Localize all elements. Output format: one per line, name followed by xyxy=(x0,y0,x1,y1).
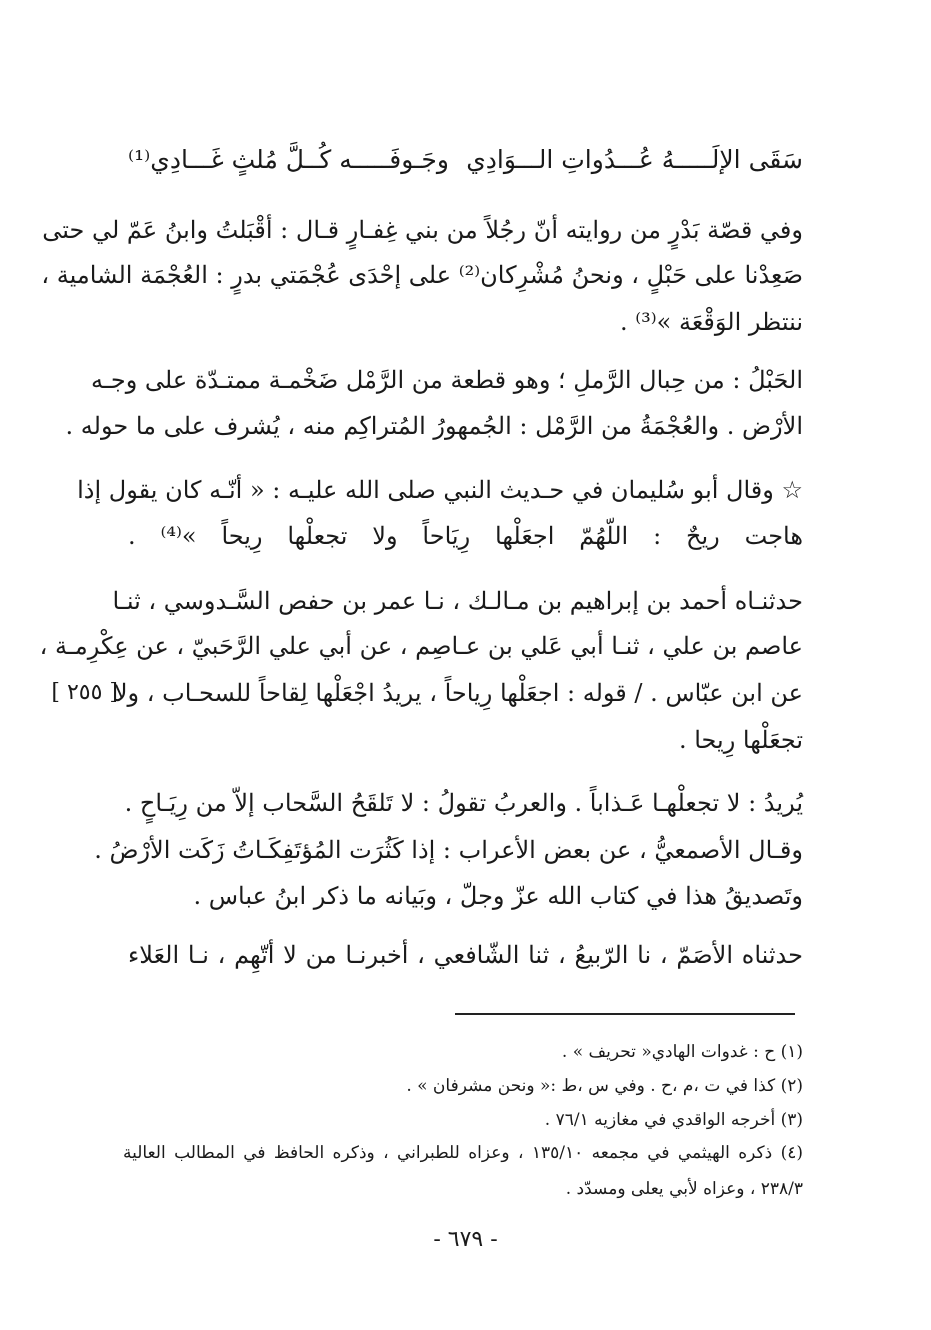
footnote-divider xyxy=(455,1013,795,1015)
text-line: عاصم بن علي ، ثنـا أبي عَلي بن عـاصِم ، عن أبي علي الرَّحَبيّ ، عن عِكْرِمـة ، xyxy=(39,632,803,660)
text-line: حدثناه الأصَمّ ، نا الرّبيعُ ، ثنا الشّافعي ، أخبرنـا من لا أتّهِم ، نـا العَلاء xyxy=(128,941,803,969)
footnote-4-continued: ٢٣٨/٣ ، وعزاه لأبي يعلى ومسدّد . xyxy=(565,1179,803,1199)
text-line: عن ابن عبّاس . / قوله : اجعَلْها رِياحاً ، يريدُ اجْعَلْها لِقاحاً للسحـاب ، ولا xyxy=(113,679,803,707)
text-line: وتَصديقُ هذا في كتاب الله عزّ وجلّ ، وبَيانه ما ذكر ابنُ عباس . xyxy=(193,882,803,910)
text-line: ☆ وقال أبو سُليمان في حـديث النبي صلى الله عليـه : « أنّـه كان يقول إذا xyxy=(77,476,803,504)
page-number: - ٦٧٩ - xyxy=(433,1227,498,1252)
text-line: حدثنـاه أحمد بن إبراهيم بن مـالـك ، نـا عمر بن حفص السَّـدوسي ، ثنـا xyxy=(112,587,803,615)
text-line: الحَبْلُ : من حِبال الرَّملِ ؛ وهو قطعة من الرَّمْل ضَخْمـة ممتـدّة على وجـه xyxy=(90,366,803,394)
footnote-1: (١) ح : غدوات الهادي« تحريف » . xyxy=(561,1042,803,1062)
text-line: صَعِدْنا على حَبْلٍ ، ونحنُ مُشْرِكان⁽²⁾ على إحْدَى عُجْمَتي بدرٍ : العُجْمَة الشامية ، xyxy=(41,261,803,289)
poetry-verse xyxy=(128,140,803,180)
text-line: وقـال الأصمعيُّ ، عن بعض الأعراب : إذا كَثُرَت المُؤتَفِكَـاتُ زَكَت الأرْضُ . xyxy=(94,836,803,864)
verse-first-hemistich: سَقَى الإلَـــــهُ عُـــدُواتِ الـــوَادِي xyxy=(466,145,803,174)
footnote-2: (٢) كذا في ت ،م ،ح . وفي س ،ط :« ونحن مشرفان » . xyxy=(406,1076,803,1096)
margin-page-reference: [ ٢٥٥ ] xyxy=(51,680,118,705)
text-line: وفي قصّة بَدْرٍ من روايته أنّ رجُلاً من بني غِفـارٍ قـال : أقْبَلتُ وابنُ عَمّ لي حتى xyxy=(42,216,803,244)
text-line: الأرْض . والعُجْمَةُ من الرَّمْل : الجُمهورُ المُتراكِم منه ، يُشرف على ما حوله . xyxy=(65,412,803,440)
text-line: يُريدُ : لا تجعلْهـا عَـذاباً . والعربُ تقولُ : لا تَلقَحُ السَّحاب إلاّ من رِيَـاحٍ . xyxy=(124,789,803,817)
text-line: هاجت ريحٌ : اللّهُمّ اجعَلْها رِيَاحاً ولا تجعلْها رِيحاً »⁽⁴⁾ . xyxy=(128,522,803,550)
text-line: ننتظر الوَقْعَة »⁽³⁾ . xyxy=(619,308,803,336)
footnote-4: (٤) ذكره الهيثمي في مجمعه ١٣٥/١٠ ، وعزاه للطبراني ، وذكره الحافظ في المطالب العالية xyxy=(123,1143,803,1163)
verse-second-hemistich: وجَـوفَـــــه كُــلَّ مُلثٍ غَـــادِي⁽¹⁾ xyxy=(128,145,449,174)
text-line: تجعَلْها رِيحا . xyxy=(678,726,803,754)
footnote-3: (٣) أخرجه الواقدي في مغازيه ٧٦/١ . xyxy=(544,1110,803,1130)
